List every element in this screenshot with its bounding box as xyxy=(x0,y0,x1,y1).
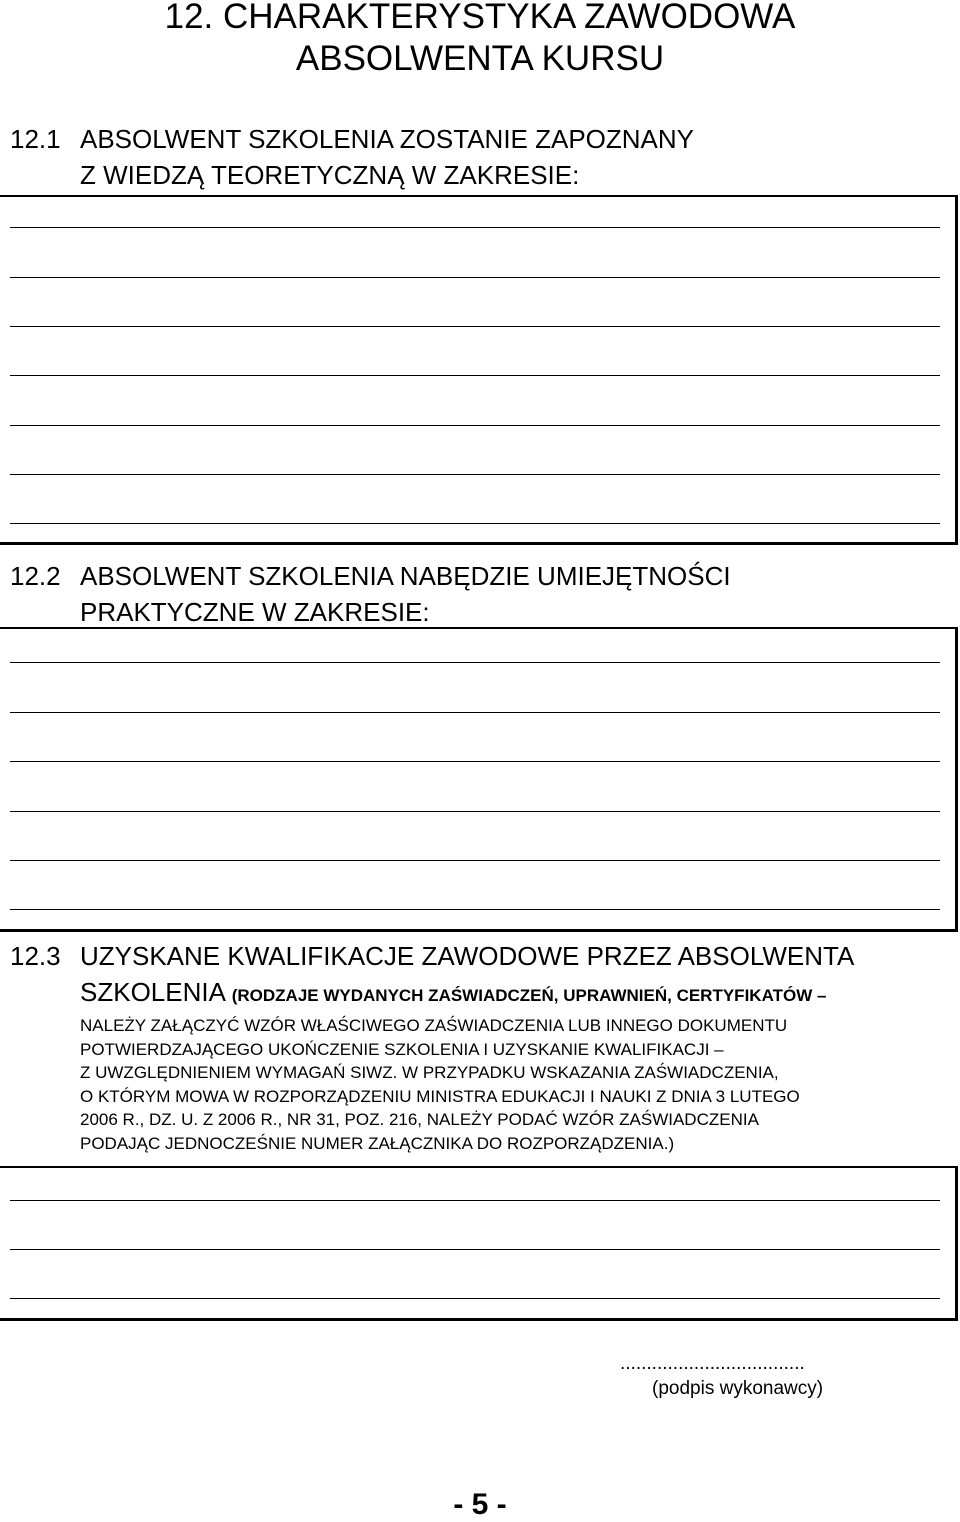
knowledge-answer-box[interactable] xyxy=(0,195,958,545)
section-number: 12.2 xyxy=(10,561,61,591)
answer-line xyxy=(10,523,940,524)
answer-line xyxy=(10,1298,940,1299)
skills-answer-box[interactable] xyxy=(0,627,958,932)
section-heading-line-2: Z WIEDZĄ TEORETYCZNĄ W ZAKRESIE: xyxy=(80,160,580,190)
section-number: 12.3 xyxy=(10,941,61,971)
answer-line xyxy=(10,761,940,762)
answer-line xyxy=(10,1249,940,1250)
section-12-3-heading xyxy=(10,938,955,1155)
answer-line xyxy=(10,712,940,713)
answer-line xyxy=(10,860,940,861)
answer-line xyxy=(10,909,940,910)
section-12-1-heading xyxy=(10,121,950,193)
answer-line xyxy=(10,227,940,228)
answer-line xyxy=(10,375,940,376)
answer-line xyxy=(10,1200,940,1201)
section-heading-line-2: PRAKTYCZNE W ZAKRESIE: xyxy=(80,597,430,627)
qualifications-answer-box[interactable] xyxy=(0,1166,958,1321)
note-line: 2006 R., DZ. U. Z 2006 R., NR 31, POZ. 216, NALEŻY PODAĆ WZÓR ZAŚWIADCZENIA xyxy=(80,1110,759,1129)
page-number: - 5 - xyxy=(453,1488,507,1521)
note-line: Z UWZGLĘDNIENIEM WYMAGAŃ SIWZ. W PRZYPADKU WSKAZANIA ZAŚWIADCZENIA, xyxy=(80,1063,779,1082)
answer-line xyxy=(10,326,940,327)
answer-line xyxy=(10,425,940,426)
answer-line xyxy=(10,474,940,475)
section-heading-line-1: ABSOLWENT SZKOLENIA NABĘDZIE UMIEJĘTNOŚCI xyxy=(80,561,731,591)
answer-line xyxy=(10,662,940,663)
title-line-1: 12. CHARAKTERYSTYKA ZAWODOWA xyxy=(164,0,796,36)
answer-line xyxy=(10,811,940,812)
note-line: O KTÓRYM MOWA W ROZPORZĄDZENIU MINISTRA EDUKACJI I NAUKI Z DNIA 3 LUTEGO xyxy=(80,1086,800,1106)
section-heading-line-1: UZYSKANE KWALIFIKACJE ZAWODOWE PRZEZ ABSOLWENTA xyxy=(80,941,855,971)
section-heading-line-2: SZKOLENIA xyxy=(80,977,225,1007)
note-line: NALEŻY ZAŁĄCZYĆ WZÓR WŁAŚCIWEGO ZAŚWIADCZENIA LUB INNEGO DOKUMENTU xyxy=(80,1016,788,1035)
section-number: 12.1 xyxy=(10,124,61,154)
section-12-2-heading xyxy=(10,558,950,630)
signature-label: (podpis wykonawcy) xyxy=(652,1378,824,1399)
section-heading-line-1: ABSOLWENT SZKOLENIA ZOSTANIE ZAPOZNANY xyxy=(80,124,695,154)
section-note-intro: (RODZAJE WYDANYCH ZAŚWIADCZEŃ, UPRAWNIEŃ, CERTYFIKATÓW – xyxy=(231,986,827,1005)
answer-line xyxy=(10,277,940,278)
title-line-2: ABSOLWENTA KURSU xyxy=(295,39,665,78)
section-note-body xyxy=(10,1014,955,1155)
signature-line: ................................... xyxy=(620,1353,805,1374)
note-line: PODAJĄC JEDNOCZEŚNIE NUMER ZAŁĄCZNIKA DO ROZPORZĄDZENIA.) xyxy=(80,1133,675,1153)
page-title xyxy=(0,0,960,80)
note-line: POTWIERDZAJĄCEGO UKOŃCZENIE SZKOLENIA I UZYSKANIE KWALIFIKACJI – xyxy=(80,1039,724,1059)
